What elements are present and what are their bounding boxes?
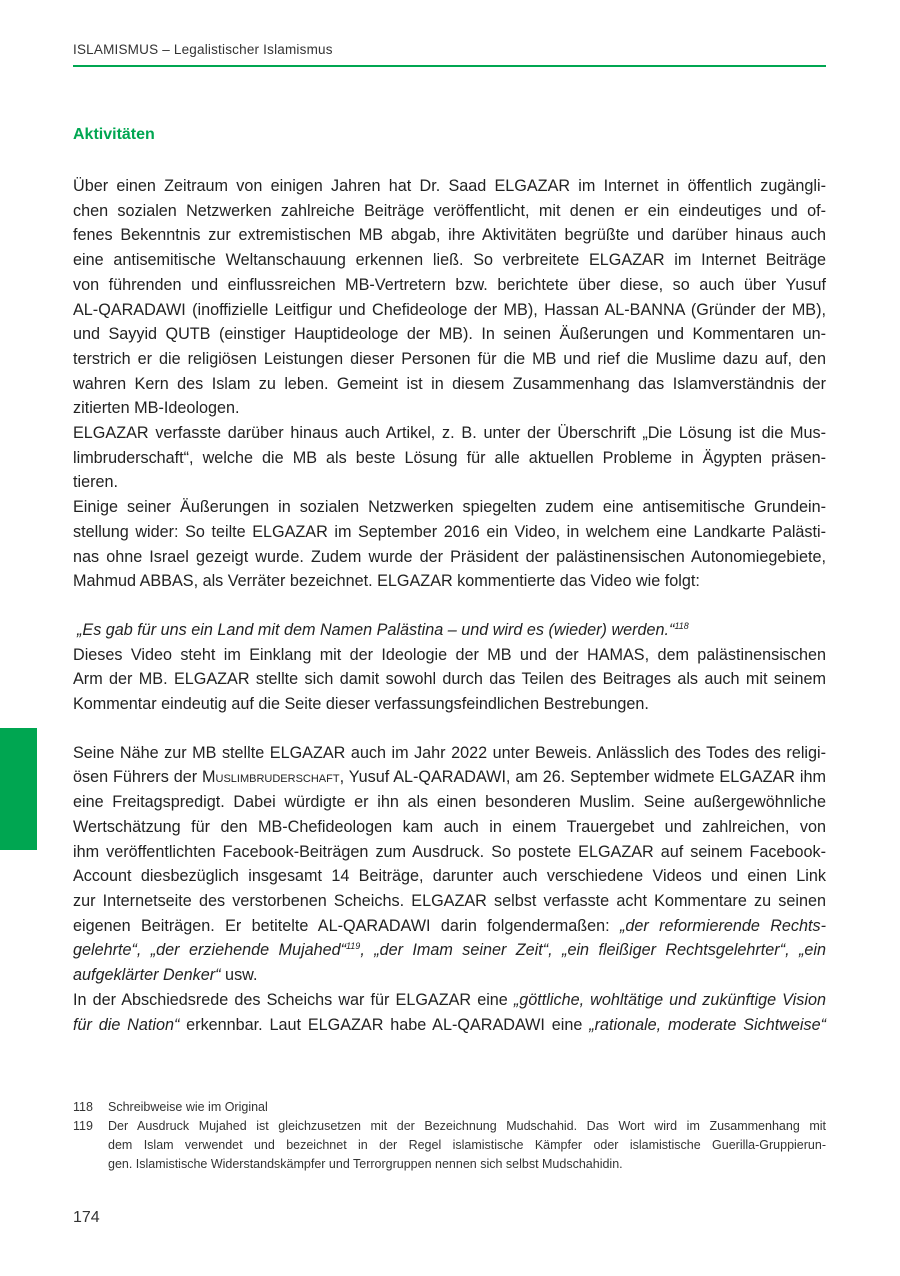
text-line: wahren Kern des Islam zu leben. Gemeint ist in diesem Zusammenhang das Islamverständnis der (73, 374, 826, 393)
header-rule (73, 65, 826, 67)
footnote (73, 1117, 826, 1174)
text-line: Einige seiner Äußerungen in sozialen Netzwerken spiegelten zudem eine antisemitische Grundein- (73, 498, 826, 517)
paragraph (73, 174, 826, 421)
text-line: zur Internetseite des verstorbenen Scheichs. ELGAZAR selbst verfasste acht Kommentare zu seinen (73, 891, 826, 910)
text-line: In der Abschiedsrede des Scheichs war für ELGAZAR eine „göttliche, wohltätige und zukünftige Vision (73, 990, 826, 1009)
footnote (73, 1098, 826, 1117)
text-line: ELGAZAR verfasste darüber hinaus auch Artikel, z. B. unter der Überschrift „Die Lösung ist die Mus- (73, 424, 826, 443)
quote-text: „Es gab für uns ein Land mit dem Namen Palästina – und wird es (wieder) werden.“ (77, 620, 675, 639)
text-line: zitierten MB-Ideologen. (73, 399, 240, 418)
text-line: von führenden und einflussreichen MB-Vertretern bzw. berichtete über diese, so auch über Yusuf (73, 275, 826, 294)
paragraph (73, 421, 826, 495)
text-line: eine antisemitische Weltanschauung erkennen ließ. So verbreitete ELGAZAR im Internet Beiträge (73, 251, 826, 270)
text-line: stellung wider: So teilte ELGAZAR im September 2016 ein Video, in welchem eine Landkarte Palästi- (73, 522, 826, 541)
footnote-ref: 119 (345, 941, 361, 952)
page-number: 174 (73, 1209, 100, 1226)
body-text (73, 174, 826, 1037)
text-line: Dieses Video steht im Einklang mit der Ideologie der MB und der HAMAS, dem palästinensischen (73, 645, 826, 664)
text-line: und Sayyid QUTB (einstiger Hauptideologe der MB). In seinen Äußerungen und Kommentaren un- (73, 325, 826, 344)
text-line: nas ohne Israel gezeigt wurde. Zudem wurde der Präsident der palästinensischen Autonomiegebiete, (73, 547, 826, 566)
text-line: eigenen Beiträgen. Er betitelte AL-QARADAWI darin folgendermaßen: „der reformierende Rechts- (73, 916, 826, 935)
section-title: Aktivitäten (73, 126, 155, 143)
text-line: limbruderschaft“, welche die MB als beste Lösung für alle aktuellen Probleme in Ägypten präsen- (73, 448, 826, 467)
running-header: ISLAMISMUS – Legalistischer Islamismus (73, 42, 333, 57)
text-line: aufgeklärter Denker“ usw. (73, 966, 258, 985)
text-line: Kommentar eindeutig auf die Seite dieser verfassungsfeindlichen Bestrebungen. (73, 695, 649, 714)
footnote-text: Der Ausdruck Mujahed ist gleichzusetzen mit der Bezeichnung Mudschahid. Das Wort wird im Zusammenhang mit dem Islam verwendet und bezeichnet in der Regel islamistische Kämpfer oder islamistische Guerilla-Gruppierun- gen. Islamistische Widerstandskämpfer und Terrorgruppen nennen sich selbst Mudschahidin. (108, 1119, 826, 1171)
text-line: Seine Nähe zur MB stellte ELGAZAR auch im Jahr 2022 unter Beweis. Anlässlich des Todes des religi- (73, 743, 826, 762)
text-line: ihm veröffentlichten Facebook-Beiträgen zum Ausdruck. So postete ELGAZAR auf seinem Facebook- (73, 842, 826, 861)
footnote-number: 118 (73, 1100, 93, 1114)
footnote-number: 119 (73, 1119, 93, 1133)
quote (73, 618, 826, 643)
paragraph (73, 988, 826, 1037)
text-line: terstrich er die religiösen Leistungen dieser Personen für die MB und rief die Muslime dazu auf, den (73, 349, 826, 368)
paragraph (73, 495, 826, 594)
text-line: eine Freitagspredigt. Dabei würdigte er ihn als einen besonderen Muslim. Seine außergewöhnliche (73, 793, 826, 812)
text-line: Mahmud ABBAS, als Verräter bezeichnet. ELGAZAR kommentierte das Video wie folgt: (73, 572, 700, 591)
footnote-ref: 118 (674, 620, 689, 631)
footnote-text: Schreibweise wie im Original (108, 1100, 268, 1114)
text-line: Account diesbezüglich insgesamt 14 Beiträge, darunter auch verschiedene Videos und einen Link (73, 867, 826, 886)
footnotes (73, 1098, 826, 1174)
text-line: Über einen Zeitraum von einigen Jahren hat Dr. Saad ELGAZAR im Internet in öffentlich zugängli- (73, 177, 826, 195)
text-line: Wertschätzung für den MB-Chefideologen kam auch in einem Trauergebet und zahlreichen, von (73, 817, 826, 836)
paragraph (73, 741, 826, 988)
smallcaps-term: Muslimbruderschaft (202, 768, 340, 787)
text-line: fenes Bekenntnis zur extremistischen MB abgab, ihre Aktivitäten begrüßte und darüber hinaus auch (73, 226, 826, 245)
text-line: AL-QARADAWI (inoffizielle Leitfigur und Chefideologe der MB), Hassan AL-BANNA (Gründer der MB), (73, 300, 826, 319)
text-line: ösen Führers der Muslimbruderschaft, Yusuf AL-QARADAWI, am 26. September widmete ELGAZAR ihm (73, 768, 826, 787)
text-line: für die Nation“ erkennbar. Laut ELGAZAR habe AL-QARADAWI eine „rationale, moderate Sichtweise“ (73, 1015, 826, 1034)
chapter-side-tab (0, 728, 37, 850)
text-line: tieren. (73, 473, 118, 492)
text-line: Arm der MB. ELGAZAR stellte sich damit sowohl durch das Teilen des Beitrages als auch mit seinem (73, 670, 826, 689)
paragraph (73, 643, 826, 717)
text-line: gelehrte“, „der erziehende Mujahed“$^{119}$, „der Imam seiner Zeit“, „ein fleißiger Rechtsgelehrter“, „ein (73, 941, 826, 960)
text-line: chen sozialen Netzwerken zahlreiche Beiträge veröffentlicht, mit denen er ein eindeutiges und of- (73, 201, 826, 220)
